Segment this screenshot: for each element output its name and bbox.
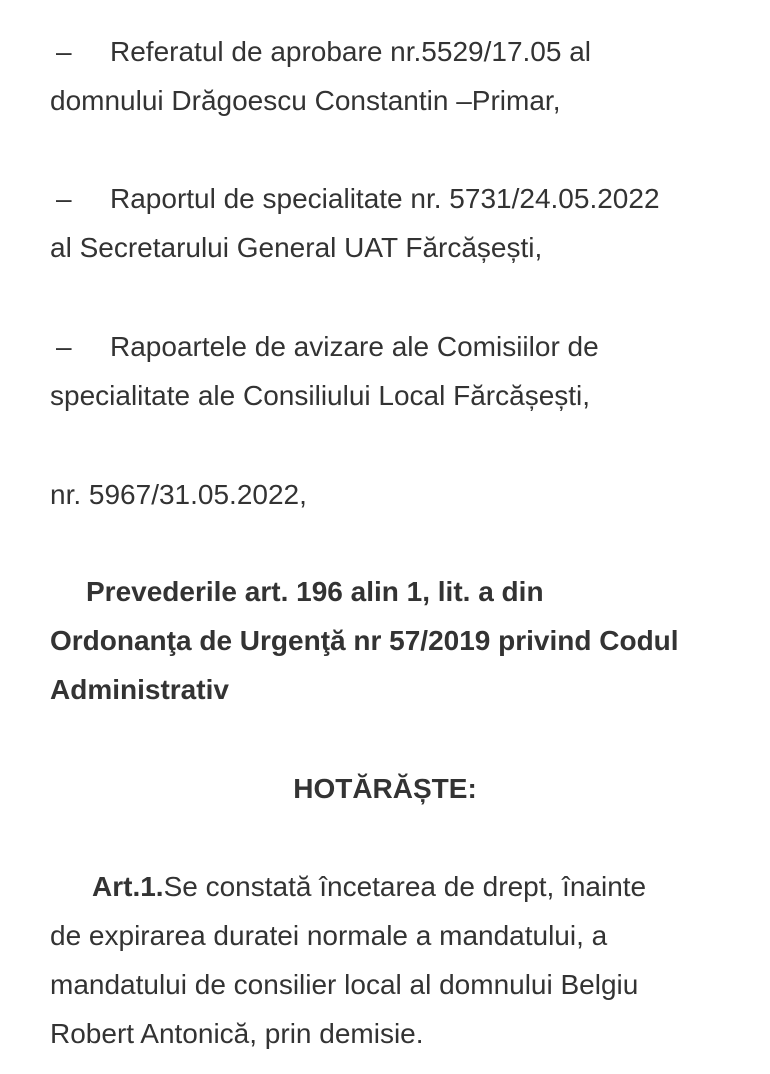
list-dash: – <box>56 36 72 67</box>
article-paragraph <box>50 862 740 1058</box>
list-item-text-line2: specialitate ale Consiliului Local Fărcășești, <box>50 380 591 411</box>
list-item-text-line1: Rapoartele de avizare ale Comisiilor de <box>110 331 599 362</box>
article-line3: mandatului de consilier local al domnului Belgiu <box>50 969 639 1000</box>
article-line4: Robert Antonică, prin demisie. <box>50 1018 424 1049</box>
legal-basis-line3: Administrativ <box>50 674 229 705</box>
article-label: Art.1. <box>92 871 164 902</box>
decision-heading: HOTĂRĂȘTE: <box>293 773 477 804</box>
article-line2: de expirarea duratei normale a mandatului, a <box>50 920 608 951</box>
reference-number: nr. 5967/31.05.2022, <box>50 479 307 510</box>
legal-basis-paragraph <box>50 567 740 714</box>
list-item-text-line1: Referatul de aprobare nr.5529/17.05 al <box>110 36 592 67</box>
list-item-rapoarte <box>50 322 740 420</box>
list-dash: – <box>56 331 72 362</box>
list-item-raport <box>50 174 740 272</box>
article-line1: Se constată încetarea de drept, înainte <box>163 871 647 902</box>
list-item-referat <box>50 27 740 125</box>
list-item-text-line2: al Secretarului General UAT Fărcășești, <box>50 232 543 263</box>
list-item-text-line1: Raportul de specialitate nr. 5731/24.05.2022 <box>110 183 660 214</box>
list-dash: – <box>56 183 72 214</box>
list-item-text-line2: domnului Drăgoescu Constantin –Primar, <box>50 85 561 116</box>
legal-basis-line2: Ordonanţa de Urgenţă nr 57/2019 privind Codul <box>50 625 679 656</box>
legal-basis-line1: Prevederile art. 196 alin 1, lit. a din <box>86 576 544 607</box>
